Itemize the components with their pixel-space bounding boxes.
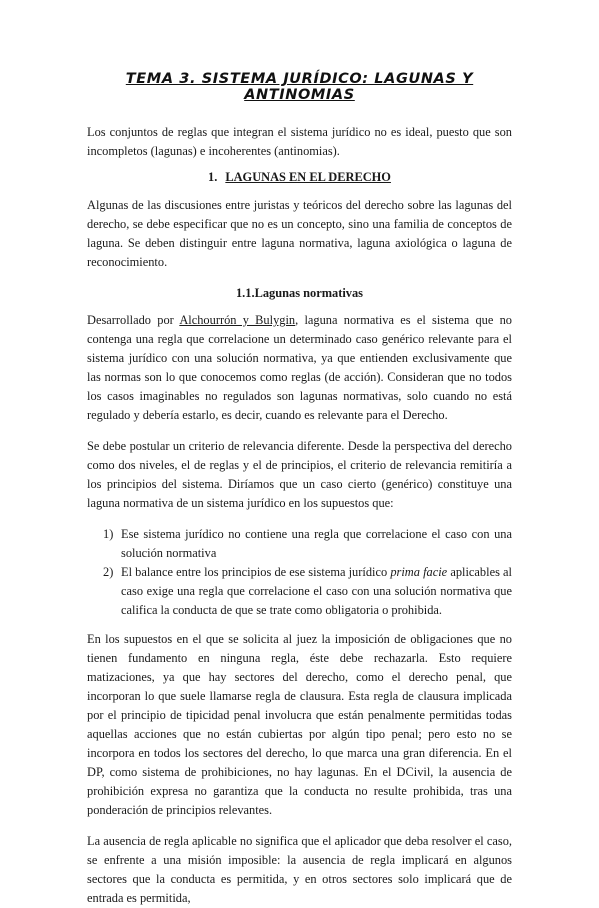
list-item-text: El balance entre los principios de ese sistema jurídico bbox=[121, 565, 391, 579]
paragraph-text: Desarrollado por bbox=[87, 313, 180, 327]
body-paragraph: Se debe postular un criterio de relevancia diferente. Desde la perspectiva del derecho como dos niveles, el de reglas y el de principios, el criterio de relevancia remitiría a los principios del sistema. Diríamos que un caso cierto (genérico) constituye una laguna normativa de un sistema jurídico en los supuestos que: bbox=[87, 439, 512, 510]
section-title: LAGUNAS EN EL DERECHO bbox=[225, 170, 391, 184]
body-paragraph bbox=[87, 311, 512, 425]
list-marker: 1) bbox=[103, 527, 114, 541]
criteria-list bbox=[87, 525, 512, 620]
intro-paragraph: Los conjuntos de reglas que integran el sistema jurídico no es ideal, puesto que son incompletos (lagunas) e incoherentes (antinomias). bbox=[87, 125, 512, 158]
latin-term: prima facie bbox=[390, 565, 448, 579]
list-item-text: aplicables al caso exige una regla que correlacione el caso con una solución normativa que califica la conducta de que se trate como obligatoria o prohibida. bbox=[121, 565, 512, 617]
author-link[interactable]: Alchourrón y Bulygin bbox=[179, 313, 296, 327]
body-paragraph: La ausencia de regla aplicable no significa que el aplicador que deba resolver el caso, se enfrente a una misión imposible: la ausencia de regla implicará en algunos sectores que la conducta es permitida, y en otros sectores solo implicará que de entrada es permitida, bbox=[87, 834, 512, 905]
list-item bbox=[87, 563, 512, 620]
subsection-heading: 1.1.Lagunas normativas bbox=[235, 286, 364, 300]
section-heading bbox=[87, 168, 512, 187]
document-title: TEMA 3. SISTEMA JURÍDICO: LAGUNAS Y ANTINOMIAS bbox=[125, 71, 474, 103]
section-number: 1. bbox=[208, 170, 218, 184]
section-paragraph: Algunas de las discusiones entre juristas y teóricos del derecho sobre las lagunas del derecho, se debe especificar que no es un concepto, sino una familia de conceptos de laguna. Se deben distinguir entre laguna normativa, laguna axiológica o laguna de reconocimiento. bbox=[87, 198, 512, 269]
paragraph-text: , laguna normativa es el sistema que no contenga una regla que correlacione un determinado caso genérico relevante para el sistema jurídico con una solución normativa, ya que entienden exclusivamente que las normas son lo que conocemos como reglas (de acción). Consideran que no todos los casos imaginables no regulados son lagunas normativas, solo cuando no está regulado y debería estarlo, es decir, cuando es relevante para el Derecho. bbox=[87, 313, 512, 422]
body-paragraph: En los supuestos en el que se solicita al juez la imposición de obligaciones que no tienen fundamento en ninguna regla, éste debe rechazarla. Esto requiere matizaciones, ya que hay sectores del derecho, como el derecho penal, que incorporan lo que suele llamarse regla de clausura. Esta regla de clausura implicada por el principio de tipicidad penal involucra que están penalmente permitidas todas aquellas acciones que no están cubiertas por algún tipo penal; pero esto no se incorpora en todos los sectores del derecho, lo que marca una gran diferencia. En el DP, como sistema de prohibiciones, no hay lagunas. En el DCivil, la ausencia de prohibición expresa no garantiza que la conducta no resulte prohibida, tras una ponderación de principios relevantes. bbox=[87, 632, 512, 817]
list-item bbox=[87, 525, 512, 563]
list-marker: 2) bbox=[103, 565, 114, 579]
list-item-text: Ese sistema jurídico no contiene una regla que correlacione el caso con una solución normativa bbox=[121, 527, 512, 560]
